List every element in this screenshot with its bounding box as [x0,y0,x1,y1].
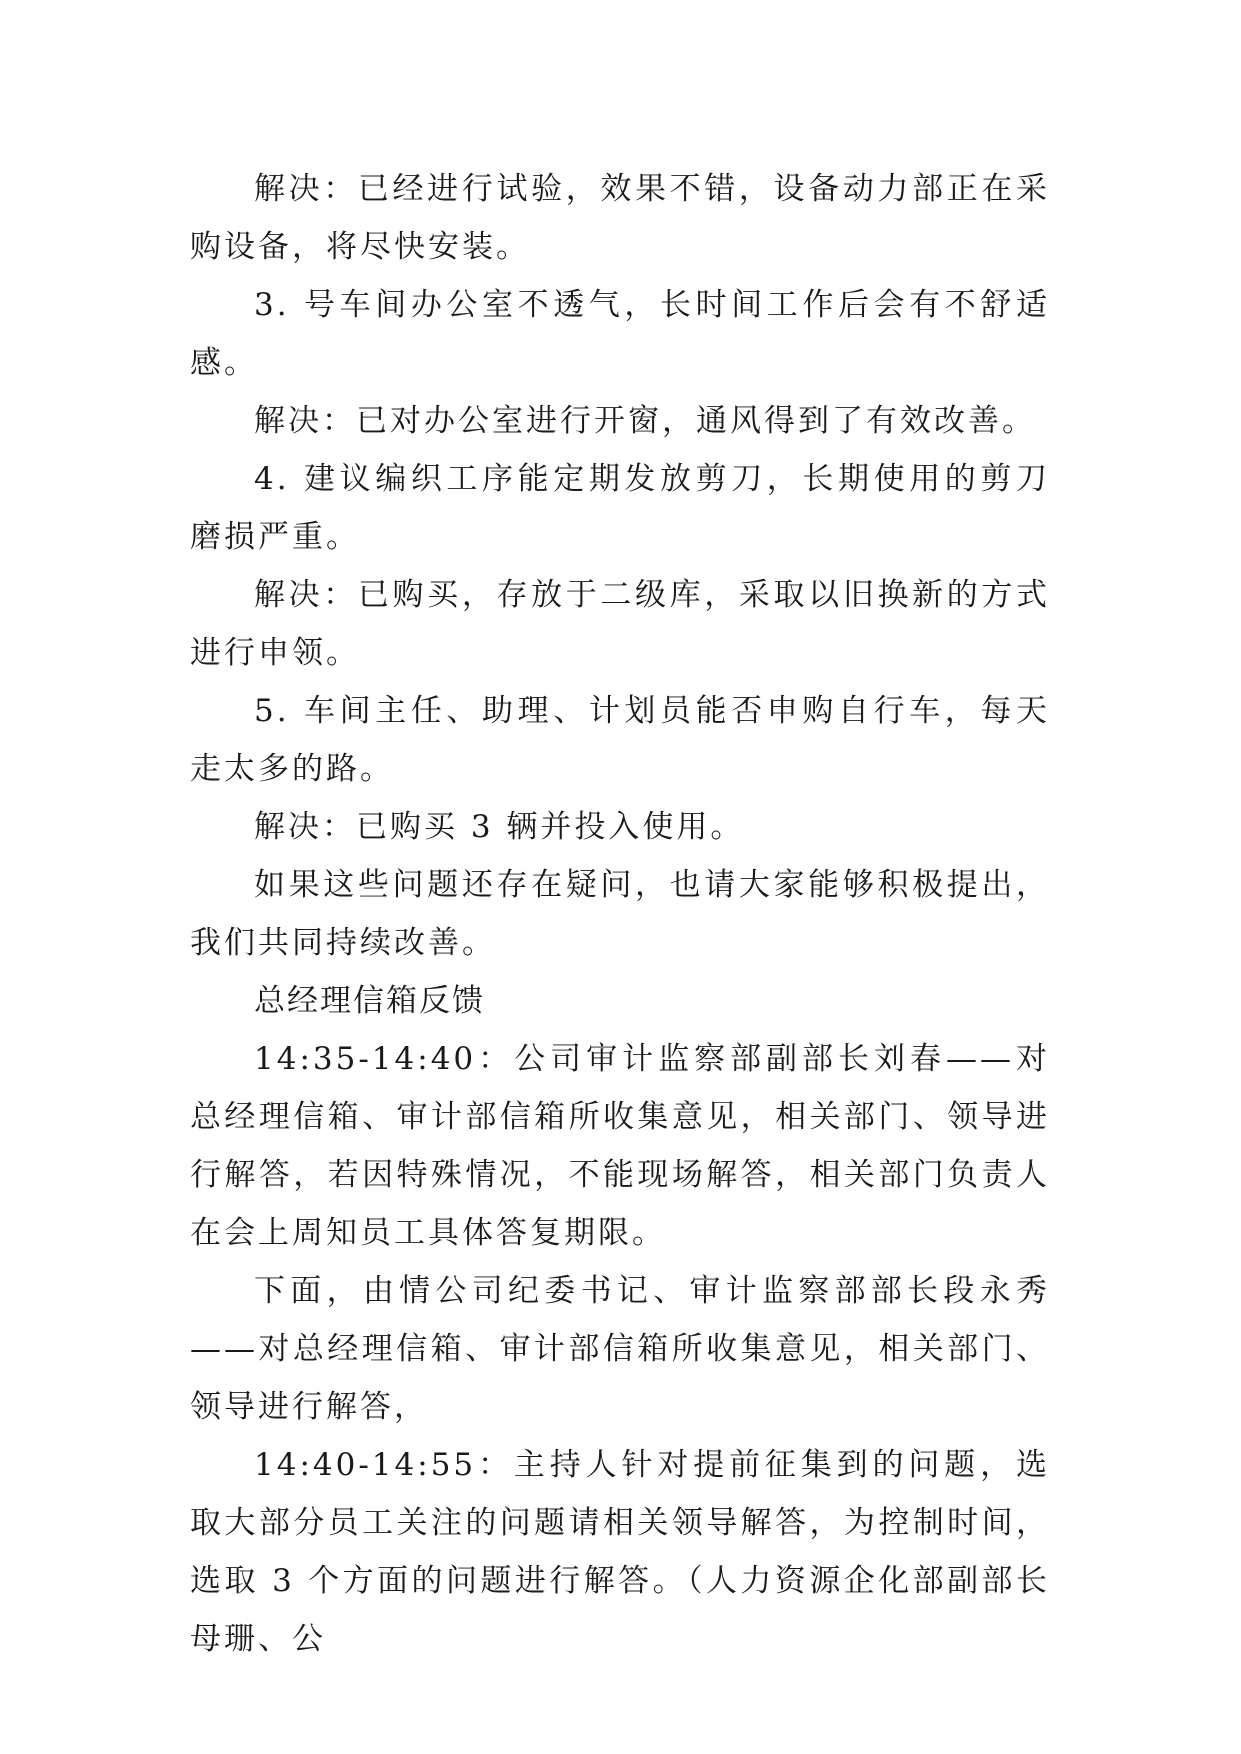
paragraph-solution-4: 解决：已购买，存放于二级库，采取以旧换新的方式进行申领。 [190,577,1050,671]
paragraph-agenda-1435: 14:35-14:40：公司审计监察部副部长刘春——对总经理信箱、审计部信箱所收集意见，相关部门、领导进行解答，若因特殊情况，不能现场解答，相关部门负责人在会上周知员工具体答复期限。 [190,1041,1050,1251]
paragraph-agenda-1440: 14:40-14:55：主持人针对提前征集到的问题，选取大部分员工关注的问题请相关领导解答，为控制时间，选取 3 个方面的问题进行解答。（人力资源企化部副部长母珊、公 [190,1447,1050,1657]
paragraph-solution-equipment: 解决：已经进行试验，效果不错，设备动力部正在采购设备，将尽快安装。 [190,171,1050,265]
paragraph-issue-5: 5. 车间主任、助理、计划员能否申购自行车，每天走太多的路。 [190,693,1050,787]
paragraph-solution-3: 解决：已对办公室进行开窗，通风得到了有效改善。 [254,403,1036,439]
document-body [190,160,1050,1668]
paragraph-next-speaker: 下面，由情公司纪委书记、审计监察部部长段永秀——对总经理信箱、审计部信箱所收集意见，相关部门、领导进行解答， [190,1273,1050,1425]
paragraph-issue-4: 4. 建议编织工序能定期发放剪刀，长期使用的剪刀磨损严重。 [190,461,1050,555]
paragraph-solution-5: 解决：已购买 3 辆并投入使用。 [254,809,745,845]
section-heading-mailbox-feedback: 总经理信箱反馈 [254,983,485,1019]
paragraph-closing-note: 如果这些问题还存在疑问，也请大家能够积极提出，我们共同持续改善。 [190,867,1050,961]
paragraph-issue-3: 3. 号车间办公室不透气，长时间工作后会有不舒适感。 [190,287,1050,381]
